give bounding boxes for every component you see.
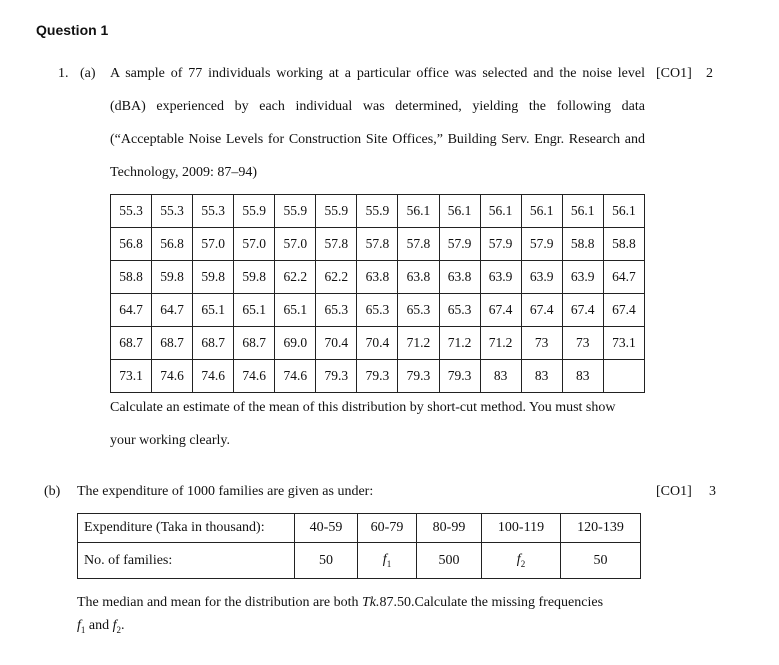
expenditure-header-label: Expenditure (Taka in thousand):	[78, 514, 295, 543]
part-b-label: (b)	[44, 484, 61, 499]
table-cell: 55.3	[193, 195, 234, 228]
table-cell: 57.8	[357, 228, 398, 261]
table-row	[111, 195, 645, 228]
table-cell: 55.9	[234, 195, 275, 228]
table-cell: 65.3	[357, 294, 398, 327]
class-cell: 60-79	[358, 514, 417, 543]
table-cell: 64.7	[152, 294, 193, 327]
f2-symbol: f	[516, 552, 521, 568]
part-a-co: [CO1]	[656, 66, 692, 81]
frequency-cell-f1	[358, 543, 417, 579]
table-cell: 57.8	[316, 228, 357, 261]
table-cell: 65.1	[275, 294, 316, 327]
table-cell: 63.8	[357, 261, 398, 294]
table-cell: 64.7	[603, 261, 644, 294]
table-cell: 74.6	[152, 360, 193, 393]
page-heading: Question 1	[36, 22, 109, 38]
table-cell: 57.0	[234, 228, 275, 261]
table-cell: 69.0	[275, 327, 316, 360]
part-a-instruction-1: Calculate an estimate of the mean of this distribution by short-cut method. You must show	[110, 400, 616, 415]
part-a-marks: 2	[706, 66, 713, 81]
table-cell: 65.3	[398, 294, 439, 327]
part-b-text: The expenditure of 1000 families are given as under:	[77, 484, 374, 499]
frequency-cell-f2	[482, 543, 561, 579]
table-cell: 73	[521, 327, 562, 360]
question-number: 1.	[58, 66, 69, 81]
part-a-line-3: (“Acceptable Noise Levels for Construction Site Offices,” Building Serv. Engr. Research and	[110, 132, 645, 147]
table-cell: 56.1	[439, 195, 480, 228]
part-a-line-4: Technology, 2009: 87–94)	[110, 165, 258, 180]
expenditure-table	[77, 513, 641, 579]
families-row-label: No. of families:	[78, 543, 295, 579]
table-cell: 57.9	[521, 228, 562, 261]
part-b-amount: 87.50.	[379, 595, 415, 610]
table-cell: 65.1	[193, 294, 234, 327]
part-b-question-text-a: The median and mean for the distribution are both	[77, 595, 362, 610]
table-row	[111, 360, 645, 393]
part-b-marks: 3	[709, 484, 716, 499]
table-cell: 63.9	[521, 261, 562, 294]
table-cell: 83	[562, 360, 603, 393]
part-a-instruction-2: your working clearly.	[110, 433, 230, 448]
table-cell: 71.2	[480, 327, 521, 360]
f2-subscript: 2	[116, 624, 121, 635]
table-cell: 68.7	[152, 327, 193, 360]
table-cell: 63.8	[439, 261, 480, 294]
f1-symbol: f	[77, 618, 81, 633]
part-b-question-text-c: Calculate the missing frequencies	[414, 595, 604, 610]
part-a-label: (a)	[80, 66, 96, 81]
table-row	[78, 514, 641, 543]
table-cell: 62.2	[275, 261, 316, 294]
table-cell: 63.9	[562, 261, 603, 294]
table-cell: 57.0	[275, 228, 316, 261]
part-b-question-line-2	[77, 618, 125, 635]
table-cell: 74.6	[275, 360, 316, 393]
table-cell: 63.8	[398, 261, 439, 294]
table-cell: 83	[521, 360, 562, 393]
table-cell: 67.4	[521, 294, 562, 327]
table-cell: 56.8	[152, 228, 193, 261]
part-b-currency: Tk.	[361, 595, 380, 610]
f1-subscript: 1	[80, 624, 86, 635]
class-cell: 120-139	[561, 514, 641, 543]
table-cell: 58.8	[562, 228, 603, 261]
table-cell: 65.3	[439, 294, 480, 327]
table-cell: 79.3	[439, 360, 480, 393]
table-cell: 57.9	[439, 228, 480, 261]
table-cell: 57.0	[193, 228, 234, 261]
table-cell: 65.3	[316, 294, 357, 327]
frequency-cell: 50	[295, 543, 358, 579]
table-cell: 70.4	[316, 327, 357, 360]
table-cell: 56.1	[562, 195, 603, 228]
table-row	[111, 228, 645, 261]
table-cell: 58.8	[603, 228, 644, 261]
f2-symbol: f	[112, 618, 117, 633]
table-cell: 70.4	[357, 327, 398, 360]
f1-subscript: 1	[386, 558, 392, 569]
table-cell: 79.3	[357, 360, 398, 393]
noise-data-table	[110, 194, 645, 393]
table-cell: 68.7	[193, 327, 234, 360]
table-cell: 62.2	[316, 261, 357, 294]
table-cell: 56.1	[480, 195, 521, 228]
table-cell: 58.8	[111, 261, 152, 294]
table-cell: 63.9	[480, 261, 521, 294]
f1-symbol: f	[382, 552, 387, 568]
table-cell: 73	[562, 327, 603, 360]
class-cell: 80-99	[417, 514, 482, 543]
table-cell: 56.8	[111, 228, 152, 261]
table-cell: 68.7	[234, 327, 275, 360]
class-cell: 100-119	[482, 514, 561, 543]
table-cell: 73.1	[111, 360, 152, 393]
table-row	[111, 294, 645, 327]
table-cell: 65.1	[234, 294, 275, 327]
table-cell: 55.3	[111, 195, 152, 228]
table-cell: 55.9	[316, 195, 357, 228]
table-cell: 59.8	[152, 261, 193, 294]
table-cell: 57.8	[398, 228, 439, 261]
part-a-line-2: (dBA) experienced by each individual was determined, yielding the following data	[110, 99, 645, 114]
table-cell: 56.1	[603, 195, 644, 228]
table-cell: 59.8	[234, 261, 275, 294]
f2-subscript: 2	[520, 558, 526, 569]
table-cell: 55.3	[152, 195, 193, 228]
table-cell: 56.1	[398, 195, 439, 228]
and-text: and	[85, 618, 113, 633]
table-cell: 73.1	[603, 327, 644, 360]
table-cell: 67.4	[480, 294, 521, 327]
table-cell: 74.6	[234, 360, 275, 393]
table-cell: 83	[480, 360, 521, 393]
table-cell: 71.2	[439, 327, 480, 360]
table-cell: 57.9	[480, 228, 521, 261]
table-cell: 68.7	[111, 327, 152, 360]
table-cell: 59.8	[193, 261, 234, 294]
table-cell: 79.3	[316, 360, 357, 393]
part-a-line-1: A sample of 77 individuals working at a particular office was selected and the noise level	[110, 66, 645, 81]
table-cell: 64.7	[111, 294, 152, 327]
table-row	[111, 261, 645, 294]
table-cell: 55.9	[357, 195, 398, 228]
table-cell: 67.4	[562, 294, 603, 327]
table-cell: 56.1	[521, 195, 562, 228]
table-cell: 67.4	[603, 294, 644, 327]
table-cell: 71.2	[398, 327, 439, 360]
table-row	[78, 543, 641, 579]
frequency-cell: 50	[561, 543, 641, 579]
table-cell: 79.3	[398, 360, 439, 393]
class-cell: 40-59	[295, 514, 358, 543]
table-cell: 74.6	[193, 360, 234, 393]
table-row	[111, 327, 645, 360]
part-b-co: [CO1]	[656, 484, 692, 499]
table-cell: 55.9	[275, 195, 316, 228]
frequency-cell: 500	[417, 543, 482, 579]
table-cell	[603, 360, 644, 393]
part-b-question-line-1	[77, 595, 603, 611]
period-text: .	[121, 618, 125, 633]
